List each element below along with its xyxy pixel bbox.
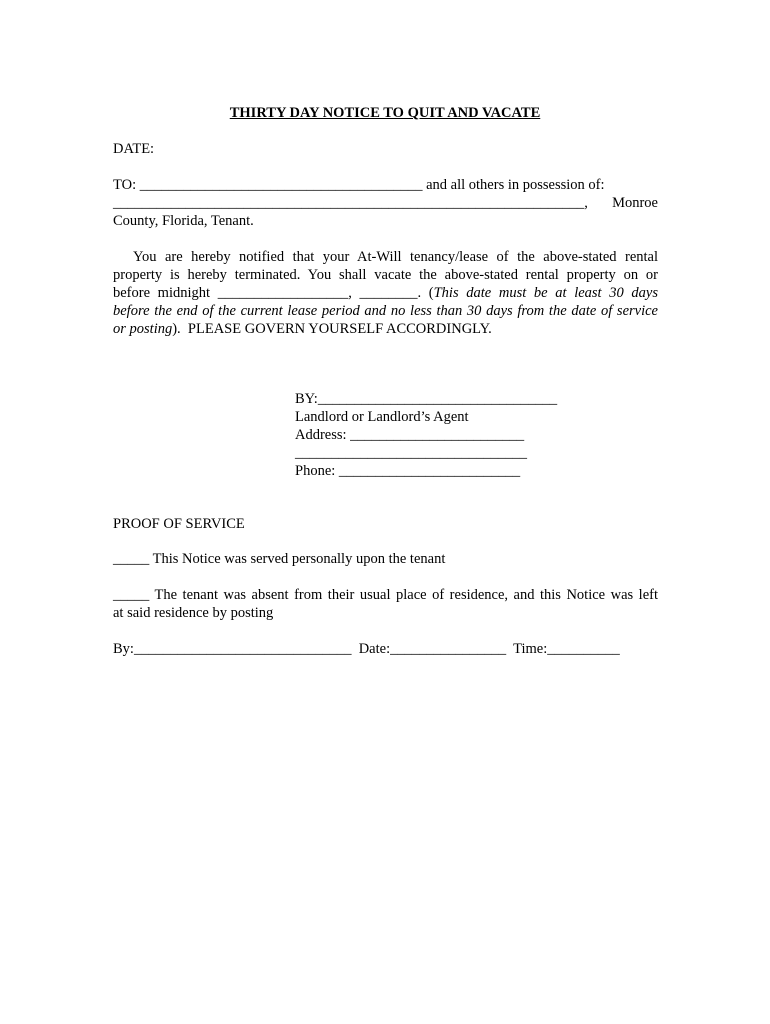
- body-line-5-text: ). PLEASE GOVERN YOURSELF ACCORDINGLY.: [172, 321, 492, 337]
- proof-signature-row: [113, 640, 658, 658]
- proof-option-posting-line-2: at said residence by posting: [113, 605, 274, 621]
- body-line-5: [113, 320, 658, 338]
- proof-option-personal: _____ This Notice was served personally upon the tenant: [113, 551, 446, 567]
- signature-phone-field: Phone: _________________________: [295, 463, 521, 479]
- proof-date-field: Date:________________: [358, 641, 507, 657]
- county-line: County, Florida, Tenant.: [113, 213, 254, 229]
- body-line-3-text: before midnight __________________, ________. (: [113, 285, 434, 301]
- to-line: TO: _______________________________________ and all others in possession of:: [113, 177, 605, 193]
- signature-address-field: Address: ________________________: [295, 427, 525, 443]
- proof-time-field: Time:__________: [513, 641, 620, 657]
- signature-by-field: BY:_________________________________: [295, 391, 558, 407]
- body-line-1: You are hereby notified that your At-Will tenancy/lease of the above-stated rental: [133, 249, 658, 265]
- body-line-4: before the end of the current lease period and no less than 30 days from the date of service: [113, 303, 658, 319]
- signature-address-line-2: ________________________________: [295, 445, 527, 461]
- body-line-5-italic: or posting: [113, 321, 173, 337]
- document-title: THIRTY DAY NOTICE TO QUIT AND VACATE: [229, 105, 541, 121]
- body-line-2: property is hereby terminated. You shall vacate the above-stated rental property on or: [113, 267, 658, 283]
- date-label: DATE:: [113, 141, 155, 157]
- address-line: _________________________________________________________________, Monroe: [113, 195, 658, 211]
- signature-role: Landlord or Landlord’s Agent: [295, 409, 469, 425]
- proof-option-posting-line-1: _____ The tenant was absent from their usual place of residence, and this Notice was left: [113, 587, 658, 603]
- body-line-3-italic: This date must be at least 30 days: [433, 285, 658, 301]
- proof-heading: PROOF OF SERVICE: [113, 516, 245, 532]
- body-line-3: [113, 284, 658, 302]
- proof-by-field: By:______________________________: [113, 641, 352, 657]
